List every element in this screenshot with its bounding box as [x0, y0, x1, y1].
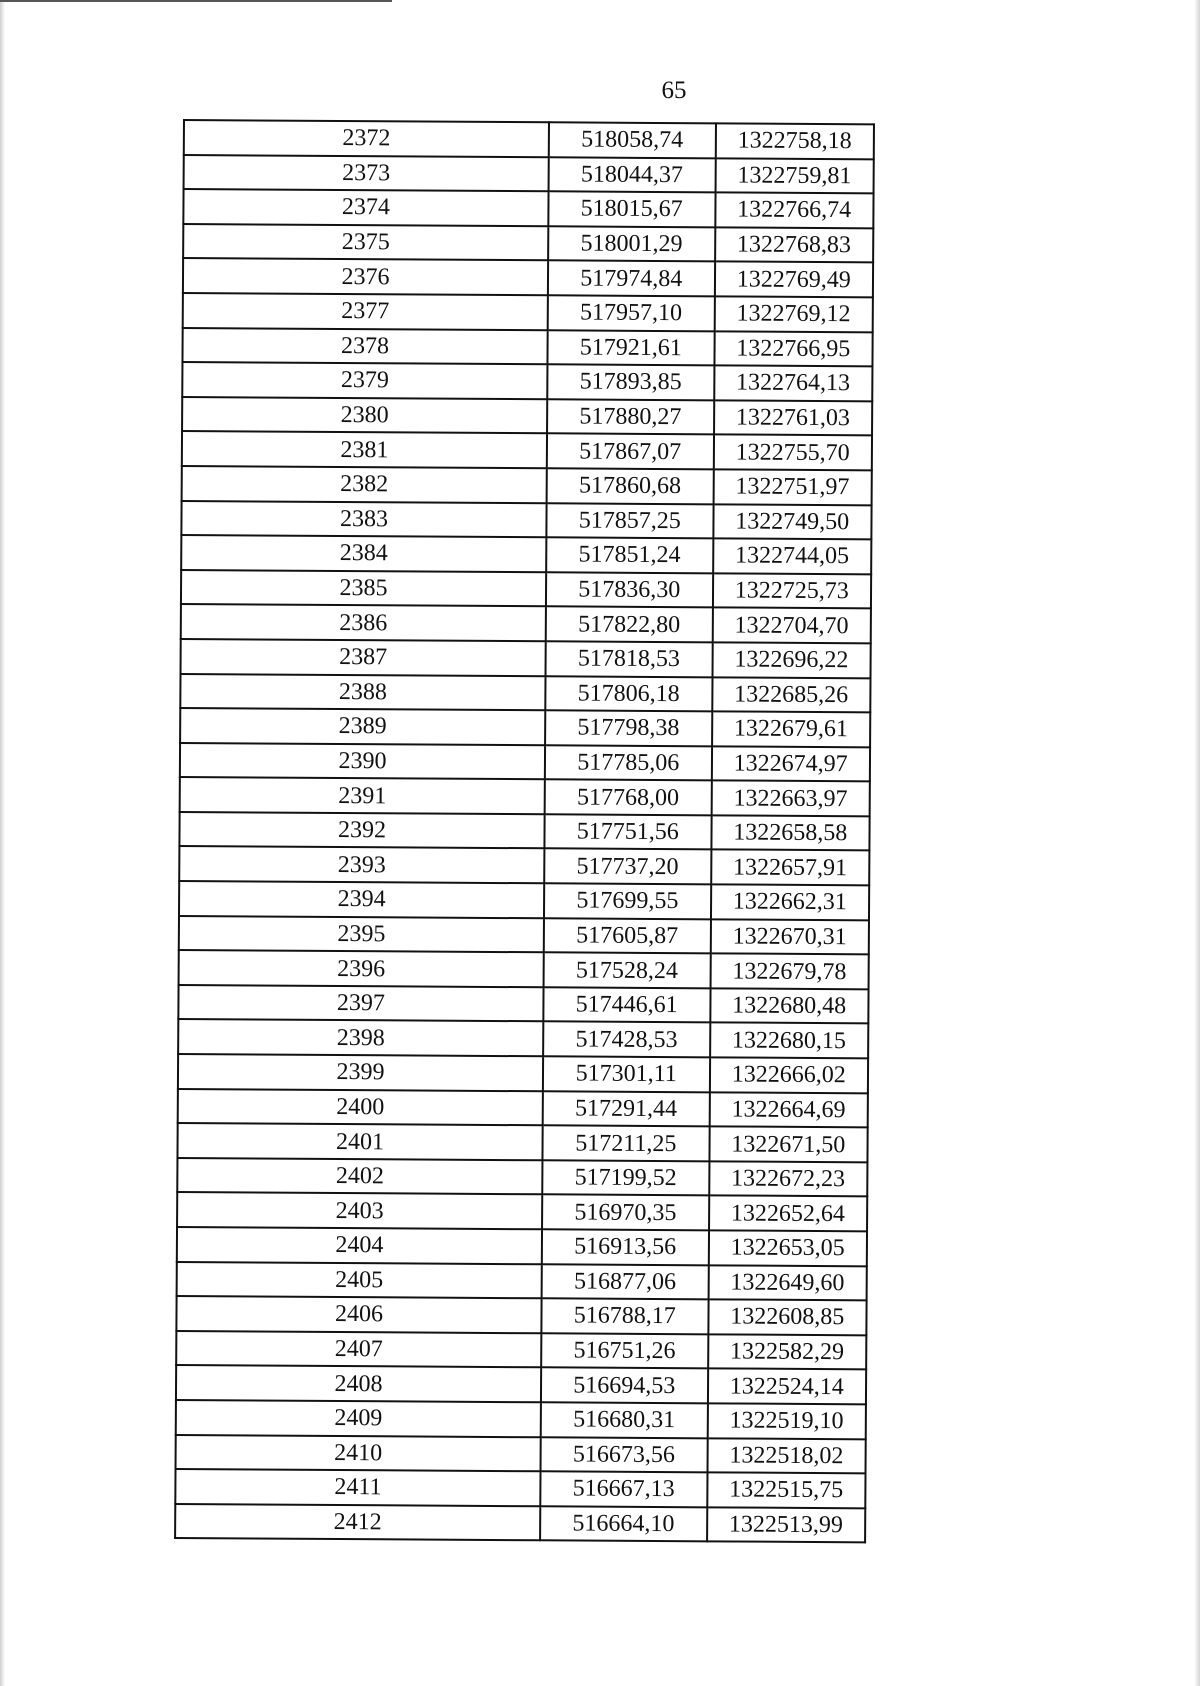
- table-row: [182, 397, 872, 436]
- point-number-cell: 2397: [178, 985, 543, 1022]
- x-coordinate-cell: 517974,84: [548, 261, 715, 297]
- x-coordinate-cell: 517699,55: [544, 883, 711, 919]
- y-coordinate-cell: 1322680,15: [710, 1023, 869, 1059]
- x-coordinate-cell: 517880,27: [547, 399, 714, 435]
- x-coordinate-cell: 517428,53: [543, 1022, 710, 1058]
- point-number-cell: 2380: [182, 397, 547, 434]
- x-coordinate-cell: 517860,68: [547, 468, 714, 504]
- point-number-cell: 2395: [179, 916, 544, 953]
- point-number-cell: 2403: [177, 1192, 542, 1229]
- page-number: 65: [661, 77, 687, 104]
- x-coordinate-cell: 517867,07: [547, 434, 714, 470]
- point-number-cell: 2389: [180, 708, 545, 745]
- x-coordinate-cell: 517957,10: [548, 295, 715, 331]
- point-number-cell: 2386: [181, 604, 546, 641]
- y-coordinate-cell: 1322674,97: [711, 746, 870, 782]
- point-number-cell: 2404: [177, 1227, 542, 1264]
- y-coordinate-cell: 1322744,05: [713, 538, 872, 574]
- point-number-cell: 2372: [184, 120, 549, 157]
- x-coordinate-cell: 516694,53: [541, 1368, 708, 1404]
- x-coordinate-cell: 516664,10: [540, 1506, 707, 1542]
- point-number-cell: 2385: [181, 570, 546, 607]
- table-row: [177, 1158, 867, 1197]
- y-coordinate-cell: 1322513,99: [707, 1507, 866, 1543]
- x-coordinate-cell: 517446,61: [543, 987, 710, 1023]
- x-coordinate-cell: 516877,06: [542, 1264, 709, 1300]
- y-coordinate-cell: 1322696,22: [712, 642, 871, 678]
- table-row: [183, 293, 873, 332]
- point-number-cell: 2396: [179, 950, 544, 987]
- x-coordinate-cell: 518015,67: [548, 191, 715, 227]
- y-coordinate-cell: 1322766,74: [715, 193, 874, 229]
- table-row: [176, 1435, 866, 1474]
- table-row: [179, 950, 869, 989]
- table-row: [177, 1227, 867, 1266]
- table-row: [176, 1296, 866, 1335]
- point-number-cell: 2390: [180, 743, 545, 780]
- point-number-cell: 2391: [180, 777, 545, 814]
- table-row: [183, 258, 873, 297]
- y-coordinate-cell: 1322670,31: [710, 919, 869, 955]
- point-number-cell: 2381: [182, 431, 547, 468]
- table-row: [181, 639, 871, 678]
- table-row: [180, 673, 870, 712]
- point-number-cell: 2388: [180, 673, 545, 710]
- y-coordinate-cell: 1322671,50: [709, 1127, 868, 1163]
- point-number-cell: 2375: [183, 224, 548, 261]
- table-row: [178, 1054, 868, 1093]
- y-coordinate-cell: 1322751,97: [713, 469, 872, 505]
- table-row: [176, 1400, 866, 1439]
- y-coordinate-cell: 1322664,69: [709, 1092, 868, 1128]
- table-row: [181, 604, 871, 643]
- x-coordinate-cell: 517857,25: [546, 503, 713, 539]
- point-number-cell: 2402: [177, 1158, 542, 1195]
- x-coordinate-cell: 516680,31: [541, 1402, 708, 1438]
- x-coordinate-cell: 517836,30: [546, 572, 713, 608]
- table-row: [175, 1504, 865, 1543]
- y-coordinate-cell: 1322652,64: [709, 1196, 868, 1232]
- point-number-cell: 2407: [176, 1331, 541, 1368]
- x-coordinate-cell: 518058,74: [549, 122, 716, 158]
- x-coordinate-cell: 517818,53: [546, 641, 713, 677]
- table-row: [181, 501, 871, 540]
- point-number-cell: 2406: [176, 1296, 541, 1333]
- point-number-cell: 2410: [176, 1435, 541, 1472]
- table-row: [182, 466, 872, 505]
- y-coordinate-cell: 1322766,95: [714, 331, 873, 367]
- y-coordinate-cell: 1322759,81: [715, 158, 874, 194]
- table-row: [179, 881, 869, 920]
- x-coordinate-cell: 516667,13: [540, 1471, 707, 1507]
- y-coordinate-cell: 1322680,48: [710, 988, 869, 1024]
- x-coordinate-cell: 516913,56: [542, 1229, 709, 1265]
- table-row: [179, 812, 869, 851]
- y-coordinate-cell: 1322519,10: [707, 1403, 866, 1439]
- point-number-cell: 2379: [182, 362, 547, 399]
- table-row: [177, 1262, 867, 1301]
- table-row: [178, 1089, 868, 1128]
- y-coordinate-cell: 1322658,58: [711, 815, 870, 851]
- point-number-cell: 2400: [178, 1089, 543, 1126]
- table-row: [181, 535, 871, 574]
- table-row: [176, 1365, 866, 1404]
- table-row: [177, 1123, 867, 1162]
- point-number-cell: 2412: [175, 1504, 540, 1541]
- table-row: [178, 985, 868, 1024]
- point-number-cell: 2383: [181, 501, 546, 538]
- table-row: [183, 224, 873, 263]
- coordinates-table-body: [175, 120, 874, 1543]
- y-coordinate-cell: 1322653,05: [708, 1230, 867, 1266]
- y-coordinate-cell: 1322758,18: [715, 123, 874, 159]
- table-row: [180, 777, 870, 816]
- point-number-cell: 2373: [184, 155, 549, 192]
- y-coordinate-cell: 1322663,97: [711, 781, 870, 817]
- y-coordinate-cell: 1322769,49: [714, 262, 873, 298]
- y-coordinate-cell: 1322755,70: [713, 435, 872, 471]
- point-number-cell: 2408: [176, 1365, 541, 1402]
- table-row: [177, 1192, 867, 1231]
- point-number-cell: 2378: [182, 328, 547, 365]
- scan-edge-left: [0, 0, 5, 1686]
- table-row: [179, 846, 869, 885]
- point-number-cell: 2405: [177, 1262, 542, 1299]
- x-coordinate-cell: 518044,37: [549, 157, 716, 193]
- y-coordinate-cell: 1322685,26: [712, 677, 871, 713]
- table-row: [184, 120, 874, 159]
- y-coordinate-cell: 1322524,14: [707, 1369, 866, 1405]
- y-coordinate-cell: 1322657,91: [711, 850, 870, 886]
- x-coordinate-cell: 517806,18: [545, 676, 712, 712]
- y-coordinate-cell: 1322582,29: [708, 1334, 867, 1370]
- y-coordinate-cell: 1322761,03: [714, 400, 873, 436]
- x-coordinate-cell: 517822,80: [546, 607, 713, 643]
- x-coordinate-cell: 517921,61: [548, 330, 715, 366]
- table-row: [182, 362, 872, 401]
- point-number-cell: 2411: [175, 1469, 540, 1506]
- point-number-cell: 2377: [183, 293, 548, 330]
- table-row: [182, 431, 872, 470]
- table-row: [181, 570, 871, 609]
- y-coordinate-cell: 1322769,12: [714, 296, 873, 332]
- y-coordinate-cell: 1322725,73: [712, 573, 871, 609]
- x-coordinate-cell: 517751,56: [544, 814, 711, 850]
- point-number-cell: 2387: [181, 639, 546, 676]
- point-number-cell: 2399: [178, 1054, 543, 1091]
- point-number-cell: 2393: [179, 846, 544, 883]
- table-row: [180, 708, 870, 747]
- y-coordinate-cell: 1322662,31: [710, 884, 869, 920]
- y-coordinate-cell: 1322768,83: [715, 227, 874, 263]
- x-coordinate-cell: 517528,24: [544, 953, 711, 989]
- table-row: [178, 1019, 868, 1058]
- x-coordinate-cell: 517768,00: [545, 780, 712, 816]
- table-row: [176, 1331, 866, 1370]
- point-number-cell: 2384: [181, 535, 546, 572]
- table-row: [175, 1469, 865, 1508]
- point-number-cell: 2376: [183, 258, 548, 295]
- x-coordinate-cell: 518001,29: [548, 226, 715, 262]
- y-coordinate-cell: 1322679,61: [712, 711, 871, 747]
- x-coordinate-cell: 517301,11: [543, 1056, 710, 1092]
- x-coordinate-cell: 517291,44: [543, 1091, 710, 1127]
- y-coordinate-cell: 1322764,13: [714, 365, 873, 401]
- x-coordinate-cell: 517737,20: [544, 849, 711, 885]
- point-number-cell: 2394: [179, 881, 544, 918]
- table-row: [182, 328, 872, 367]
- point-number-cell: 2409: [176, 1400, 541, 1437]
- table-row: [183, 189, 873, 228]
- x-coordinate-cell: 516970,35: [542, 1195, 709, 1231]
- point-number-cell: 2392: [179, 812, 544, 849]
- table-row: [179, 916, 869, 955]
- x-coordinate-cell: 516788,17: [541, 1298, 708, 1334]
- x-coordinate-cell: 517211,25: [543, 1125, 710, 1161]
- x-coordinate-cell: 517605,87: [544, 918, 711, 954]
- point-number-cell: 2398: [178, 1019, 543, 1056]
- y-coordinate-cell: 1322666,02: [709, 1057, 868, 1093]
- point-number-cell: 2401: [177, 1123, 542, 1160]
- point-number-cell: 2382: [182, 466, 547, 503]
- scan-edge-right: [1194, 0, 1200, 1686]
- y-coordinate-cell: 1322649,60: [708, 1265, 867, 1301]
- x-coordinate-cell: 517851,24: [546, 537, 713, 573]
- x-coordinate-cell: 517785,06: [545, 745, 712, 781]
- point-number-cell: 2374: [183, 189, 548, 226]
- coordinates-table: [174, 119, 875, 1544]
- y-coordinate-cell: 1322515,75: [707, 1472, 866, 1508]
- y-coordinate-cell: 1322608,85: [708, 1300, 867, 1336]
- scan-artifact-line: [0, 0, 392, 2]
- y-coordinate-cell: 1322749,50: [713, 504, 872, 540]
- y-coordinate-cell: 1322704,70: [712, 608, 871, 644]
- x-coordinate-cell: 516751,26: [541, 1333, 708, 1369]
- y-coordinate-cell: 1322679,78: [710, 954, 869, 990]
- table-row: [184, 155, 874, 194]
- x-coordinate-cell: 516673,56: [541, 1437, 708, 1473]
- y-coordinate-cell: 1322672,23: [709, 1161, 868, 1197]
- table-row: [180, 743, 870, 782]
- x-coordinate-cell: 517798,38: [545, 710, 712, 746]
- x-coordinate-cell: 517199,52: [542, 1160, 709, 1196]
- y-coordinate-cell: 1322518,02: [707, 1438, 866, 1474]
- x-coordinate-cell: 517893,85: [547, 364, 714, 400]
